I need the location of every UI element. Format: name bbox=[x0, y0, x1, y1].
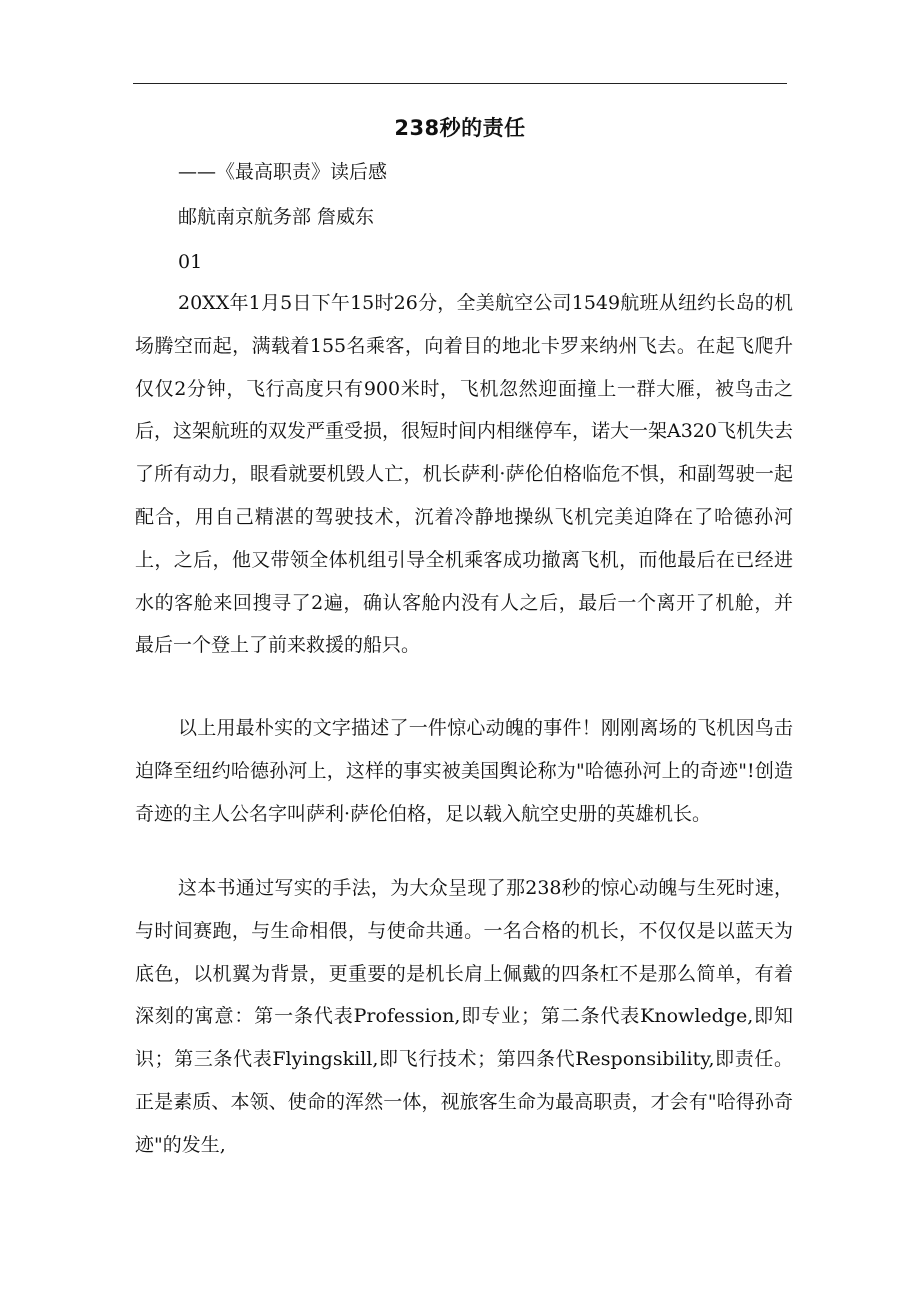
subtitle: ——《最高职责》读后感 bbox=[178, 161, 388, 183]
header-rule bbox=[133, 83, 787, 84]
body-paragraph-3: 这本书通过写实的手法，为大众呈现了那238秒的惊心动魄与生死时速，与时间赛跑，与生命相偎，与使命共通。一名合格的机长，不仅仅是以蓝天为底色，以机翼为背景，更重要的是机长肩上佩戴的四条杠不是那么简单，有着深刻的寓意：第一条代表Profession,即专业；第二条代表Knowledge,即知识；第三条代表Flyingskill,即飞行技术；第四条代Responsibility,即责任。正是素质、本领、使命的浑然一体，视旅客生命为最高职责，才会有"哈得孙奇迹"的发生, bbox=[135, 877, 793, 1156]
section-number: 01 bbox=[178, 251, 203, 273]
body-paragraph-2: 以上用最朴实的文字描述了一件惊心动魄的事件！刚刚离场的飞机因鸟击迫降至纽约哈德孙河上，这样的事实被美国舆论称为"哈德孙河上的奇迹"!创造奇迹的主人公名字叫萨利·萨伦伯格，足以载入航空史册的英雄机长。 bbox=[135, 717, 793, 825]
document-title: 238秒的责任 bbox=[394, 116, 526, 140]
byline: 邮航南京航务部 詹威东 bbox=[178, 206, 375, 228]
body-paragraph-1: 20XX年1月5日下午15时26分，全美航空公司1549航班从纽约长岛的机场腾空而起，满载着155名乘客，向着目的地北卡罗来纳州飞去。在起飞爬升仅仅2分钟，飞行高度只有900米时，飞机忽然迎面撞上一群大雁，被鸟击之后，这架航班的双发严重受损，很短时间内相继停车，诺大一架A320飞机失去了所有动力，眼看就要机毁人亡，机长萨利·萨伦伯格临危不惧，和副驾驶一起配合，用自己精湛的驾驶技术，沉着冷静地操纵飞机完美迫降在了哈德孙河上，之后，他又带领全体机组引导全机乘客成功撤离飞机，而他最后在已经进水的客舱来回搜寻了2遍，确认客舱内没有人之后，最后一个离开了机舱，并最后一个登上了前来救援的船只。 bbox=[135, 292, 793, 657]
